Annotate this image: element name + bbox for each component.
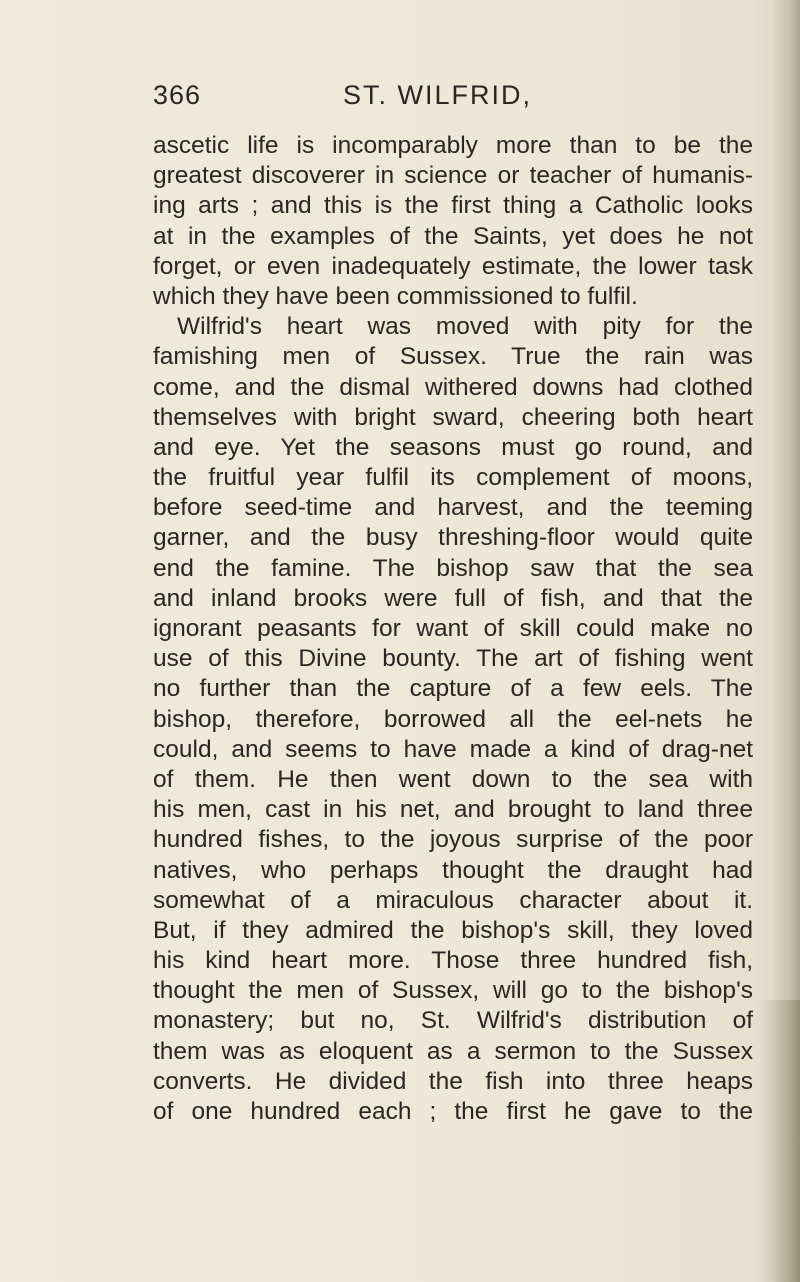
text-line: garner, and the busy threshing-floor would quite <box>153 524 753 552</box>
running-title: ST. WILFRID, <box>343 80 533 110</box>
text-line: ing arts ; and this is the first thing a Catholic looks <box>153 192 753 220</box>
text-line: themselves with bright sward, cheering both heart <box>153 403 753 431</box>
running-head <box>153 76 753 120</box>
text-line: monastery; but no, St. Wilfrid's distribution of <box>153 1007 753 1035</box>
text-line: somewhat of a miraculous character about it. <box>153 886 753 914</box>
text-line: of one hundred each ; the first he gave to the <box>153 1098 753 1125</box>
text-line: at in the examples of the Saints, yet does he not <box>153 222 753 250</box>
text-line: famishing men of Sussex. True the rain was <box>153 343 753 371</box>
text-line: thought the men of Sussex, will go to the bishop's <box>153 977 753 1005</box>
text-line: Wilfrid's heart was moved with pity for the <box>177 313 753 341</box>
text-line: ascetic life is incomparably more than to be the <box>153 132 753 159</box>
text-line: which they have been commissioned to fulfil. <box>153 282 638 310</box>
text-line: end the famine. The bishop saw that the sea <box>153 554 753 582</box>
text-line: come, and the dismal withered downs had clothed <box>153 373 753 401</box>
text-line: of them. He then went down to the sea with <box>153 765 753 793</box>
page-number: 366 <box>153 80 202 110</box>
text-line: the fruitful year fulfil its complement of moons, <box>153 464 753 492</box>
text-line: before seed-time and harvest, and the teeming <box>153 494 753 522</box>
text-line: and inland brooks were full of fish, and that the <box>153 584 753 612</box>
text-line: them was as eloquent as a sermon to the Sussex <box>153 1037 753 1065</box>
text-line: and eye. Yet the seasons must go round, and <box>153 433 753 461</box>
text-line: ignorant peasants for want of skill could make no <box>153 615 753 642</box>
text-line: use of this Divine bounty. The art of fishing went <box>153 645 753 673</box>
text-line: greatest discoverer in science or teacher of humanis- <box>153 162 753 190</box>
text-line: his kind heart more. Those three hundred fish, <box>153 947 753 975</box>
text-line: natives, who perhaps thought the draught had <box>153 856 753 884</box>
text-line: could, and seems to have made a kind of drag-net <box>153 735 753 763</box>
text-line: hundred fishes, to the joyous surprise of the poor <box>153 826 753 854</box>
text-line: no further than the capture of a few eels. The <box>153 675 753 703</box>
text-line: his men, cast in his net, and brought to land three <box>153 796 753 824</box>
page-edge-shadow-bottom <box>760 1000 800 1282</box>
text-line: But, if they admired the bishop's skill, they loved <box>153 916 753 944</box>
body-text <box>153 131 753 1127</box>
text-line: converts. He divided the fish into three heaps <box>153 1067 753 1095</box>
text-line: forget, or even inadequately estimate, the lower task <box>153 252 753 280</box>
text-line: bishop, therefore, borrowed all the eel-nets he <box>153 705 753 733</box>
